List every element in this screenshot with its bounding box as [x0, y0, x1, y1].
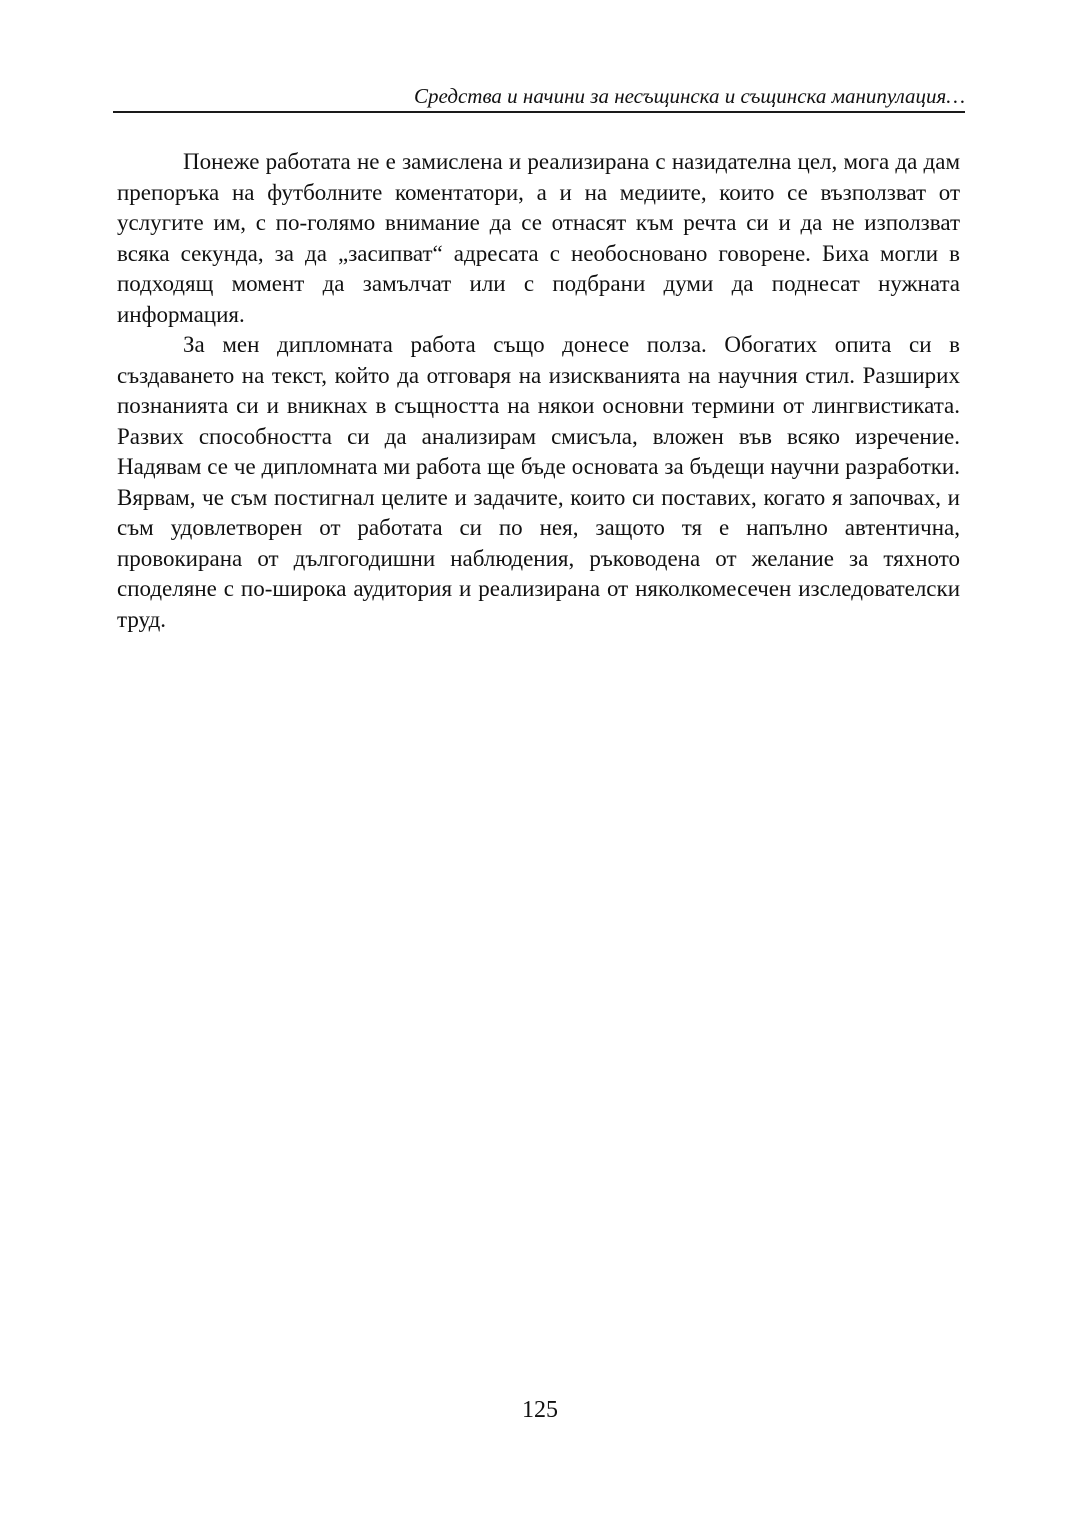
page-number: 125 [522, 1397, 558, 1423]
running-header-title: Средства и начини за несъщинска и същинска манипулация… [414, 84, 965, 108]
paragraph-1: Понеже работата не е замислена и реализирана с назидателна цел, мога да дам препоръка на футболните коментатори, а и на медиите, които се възползват от услугите им, с по-голямо внимание да се отнасят към речта си и да не използват всяка секунда, за да „засипват“ адресата с необосновано говорене. Биха могли в подходящ момент да замълчат или с подбрани думи да поднесат нужната информация. [117, 149, 960, 327]
paragraph-2: За мен дипломната работа също донесе полза. Обогатих опита си в създаването на текст, който да отговаря на изискванията на научния стил. Разширих познанията си и вникнах в същността на някои основни термини от лингвистиката. Развих способността си да анализирам смисъла, вложен във всяко изречение. Надявам се че дипломната ми работа ще бъде основата за бъдещи научни разработки. Вярвам, че съм постигнал целите и задачите, които си поставих, когато я започвах, и съм удовлетворен от работата си по нея, защото тя е напълно автентична, провокирана от дългогодишни наблюдения, ръководена от желание за тяхното споделяне с по-широка аудитория и реализирана от няколкомесечен изследователски труд. [117, 332, 960, 632]
body-text [117, 147, 960, 635]
running-header [113, 83, 965, 113]
